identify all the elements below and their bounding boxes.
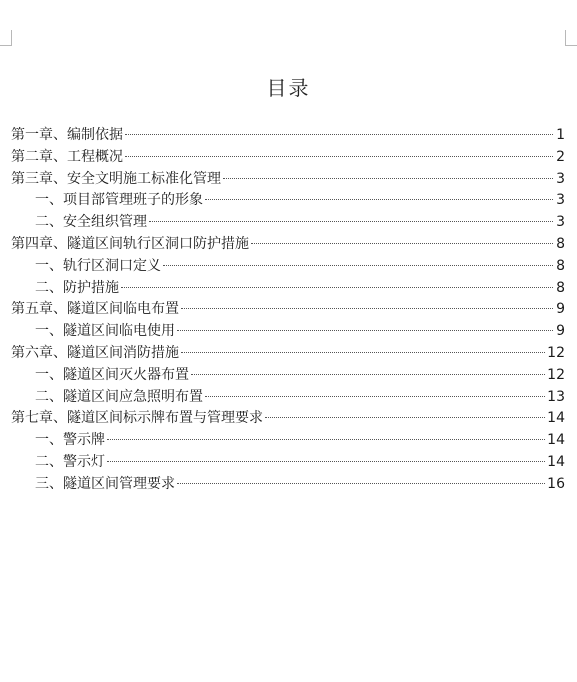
toc-page-number: 13 xyxy=(547,388,565,405)
toc-entry-text: 第三章、安全文明施工标准化管理 xyxy=(11,170,221,187)
toc-page-number: 14 xyxy=(547,410,565,427)
toc-page-number: 12 xyxy=(547,344,565,361)
toc-dot-leader xyxy=(181,352,545,353)
margin-corner-mark-right xyxy=(565,30,577,46)
toc-entry-text: 一、隧道区间临电使用 xyxy=(35,323,175,340)
toc-dot-leader xyxy=(265,417,545,418)
toc-page-number: 3 xyxy=(556,214,565,231)
toc-page-number: 1 xyxy=(556,127,565,143)
toc-dot-leader xyxy=(125,156,553,157)
toc-entry-text: 第七章、隧道区间标示牌布置与管理要求 xyxy=(11,410,263,427)
toc-entry[interactable] xyxy=(11,147,565,169)
toc-dot-leader xyxy=(125,134,553,135)
toc-dot-leader xyxy=(163,265,553,266)
toc-dot-leader xyxy=(205,396,545,397)
toc-page-number: 3 xyxy=(556,170,565,187)
toc-entry-text: 一、轨行区洞口定义 xyxy=(35,257,161,274)
toc-entry[interactable] xyxy=(11,321,565,343)
toc-page-number: 3 xyxy=(556,192,565,209)
toc-dot-leader xyxy=(107,439,545,440)
toc-dot-leader xyxy=(181,308,553,309)
toc-dot-leader xyxy=(121,287,553,288)
toc-entry-text: 二、警示灯 xyxy=(35,453,105,470)
toc-dot-leader xyxy=(191,374,545,375)
toc-entry[interactable] xyxy=(11,387,565,409)
toc-entry-text: 第五章、隧道区间临电布置 xyxy=(11,301,179,318)
toc-page-number: 8 xyxy=(556,279,565,296)
toc-dot-leader xyxy=(223,178,553,179)
toc-entry-text: 二、防护措施 xyxy=(35,279,119,296)
toc-page-number: 9 xyxy=(556,301,565,318)
toc-entry[interactable] xyxy=(11,474,565,496)
toc-page-number: 9 xyxy=(556,323,565,340)
toc-entry[interactable] xyxy=(11,234,565,256)
toc-entry-text: 二、安全组织管理 xyxy=(35,214,147,231)
toc-entry-text: 二、隧道区间应急照明布置 xyxy=(35,388,203,405)
toc-dot-leader xyxy=(177,330,553,331)
toc-page-number: 2 xyxy=(556,148,565,165)
toc-entry-text: 第一章、编制依据 xyxy=(11,127,123,143)
toc-dot-leader xyxy=(107,461,545,462)
toc-entry-text: 一、项目部管理班子的形象 xyxy=(35,192,203,209)
toc-dot-leader xyxy=(177,483,545,484)
toc-entry[interactable] xyxy=(11,343,565,365)
margin-corner-mark-left xyxy=(0,30,12,46)
toc-page-number: 12 xyxy=(547,366,565,383)
toc-dot-leader xyxy=(149,221,553,222)
toc-entry[interactable] xyxy=(11,430,565,452)
toc-entry[interactable] xyxy=(11,256,565,278)
toc-entry[interactable] xyxy=(11,299,565,321)
toc-entry-text: 一、警示牌 xyxy=(35,432,105,449)
toc-entry[interactable] xyxy=(11,125,565,147)
toc-dot-leader xyxy=(251,243,553,244)
toc-entry-text: 第四章、隧道区间轨行区洞口防护措施 xyxy=(11,235,249,252)
table-of-contents xyxy=(11,125,565,496)
toc-entry-text: 一、隧道区间灭火器布置 xyxy=(35,366,189,383)
toc-entry[interactable] xyxy=(11,408,565,430)
toc-title: 目录 xyxy=(266,76,311,100)
toc-page-number: 8 xyxy=(556,257,565,274)
toc-entry[interactable] xyxy=(11,190,565,212)
toc-entry-text: 第六章、隧道区间消防措施 xyxy=(11,344,179,361)
toc-entry[interactable] xyxy=(11,212,565,234)
toc-entry[interactable] xyxy=(11,452,565,474)
toc-entry[interactable] xyxy=(11,365,565,387)
toc-entry[interactable] xyxy=(11,169,565,191)
toc-entry-text: 第二章、工程概况 xyxy=(11,148,123,165)
toc-page-number: 14 xyxy=(547,432,565,449)
toc-page-number: 14 xyxy=(547,453,565,470)
toc-page-number: 8 xyxy=(556,235,565,252)
toc-dot-leader xyxy=(205,199,553,200)
toc-entry[interactable] xyxy=(11,278,565,300)
toc-page-number: 16 xyxy=(547,475,565,492)
toc-entry-text: 三、隧道区间管理要求 xyxy=(35,475,175,492)
